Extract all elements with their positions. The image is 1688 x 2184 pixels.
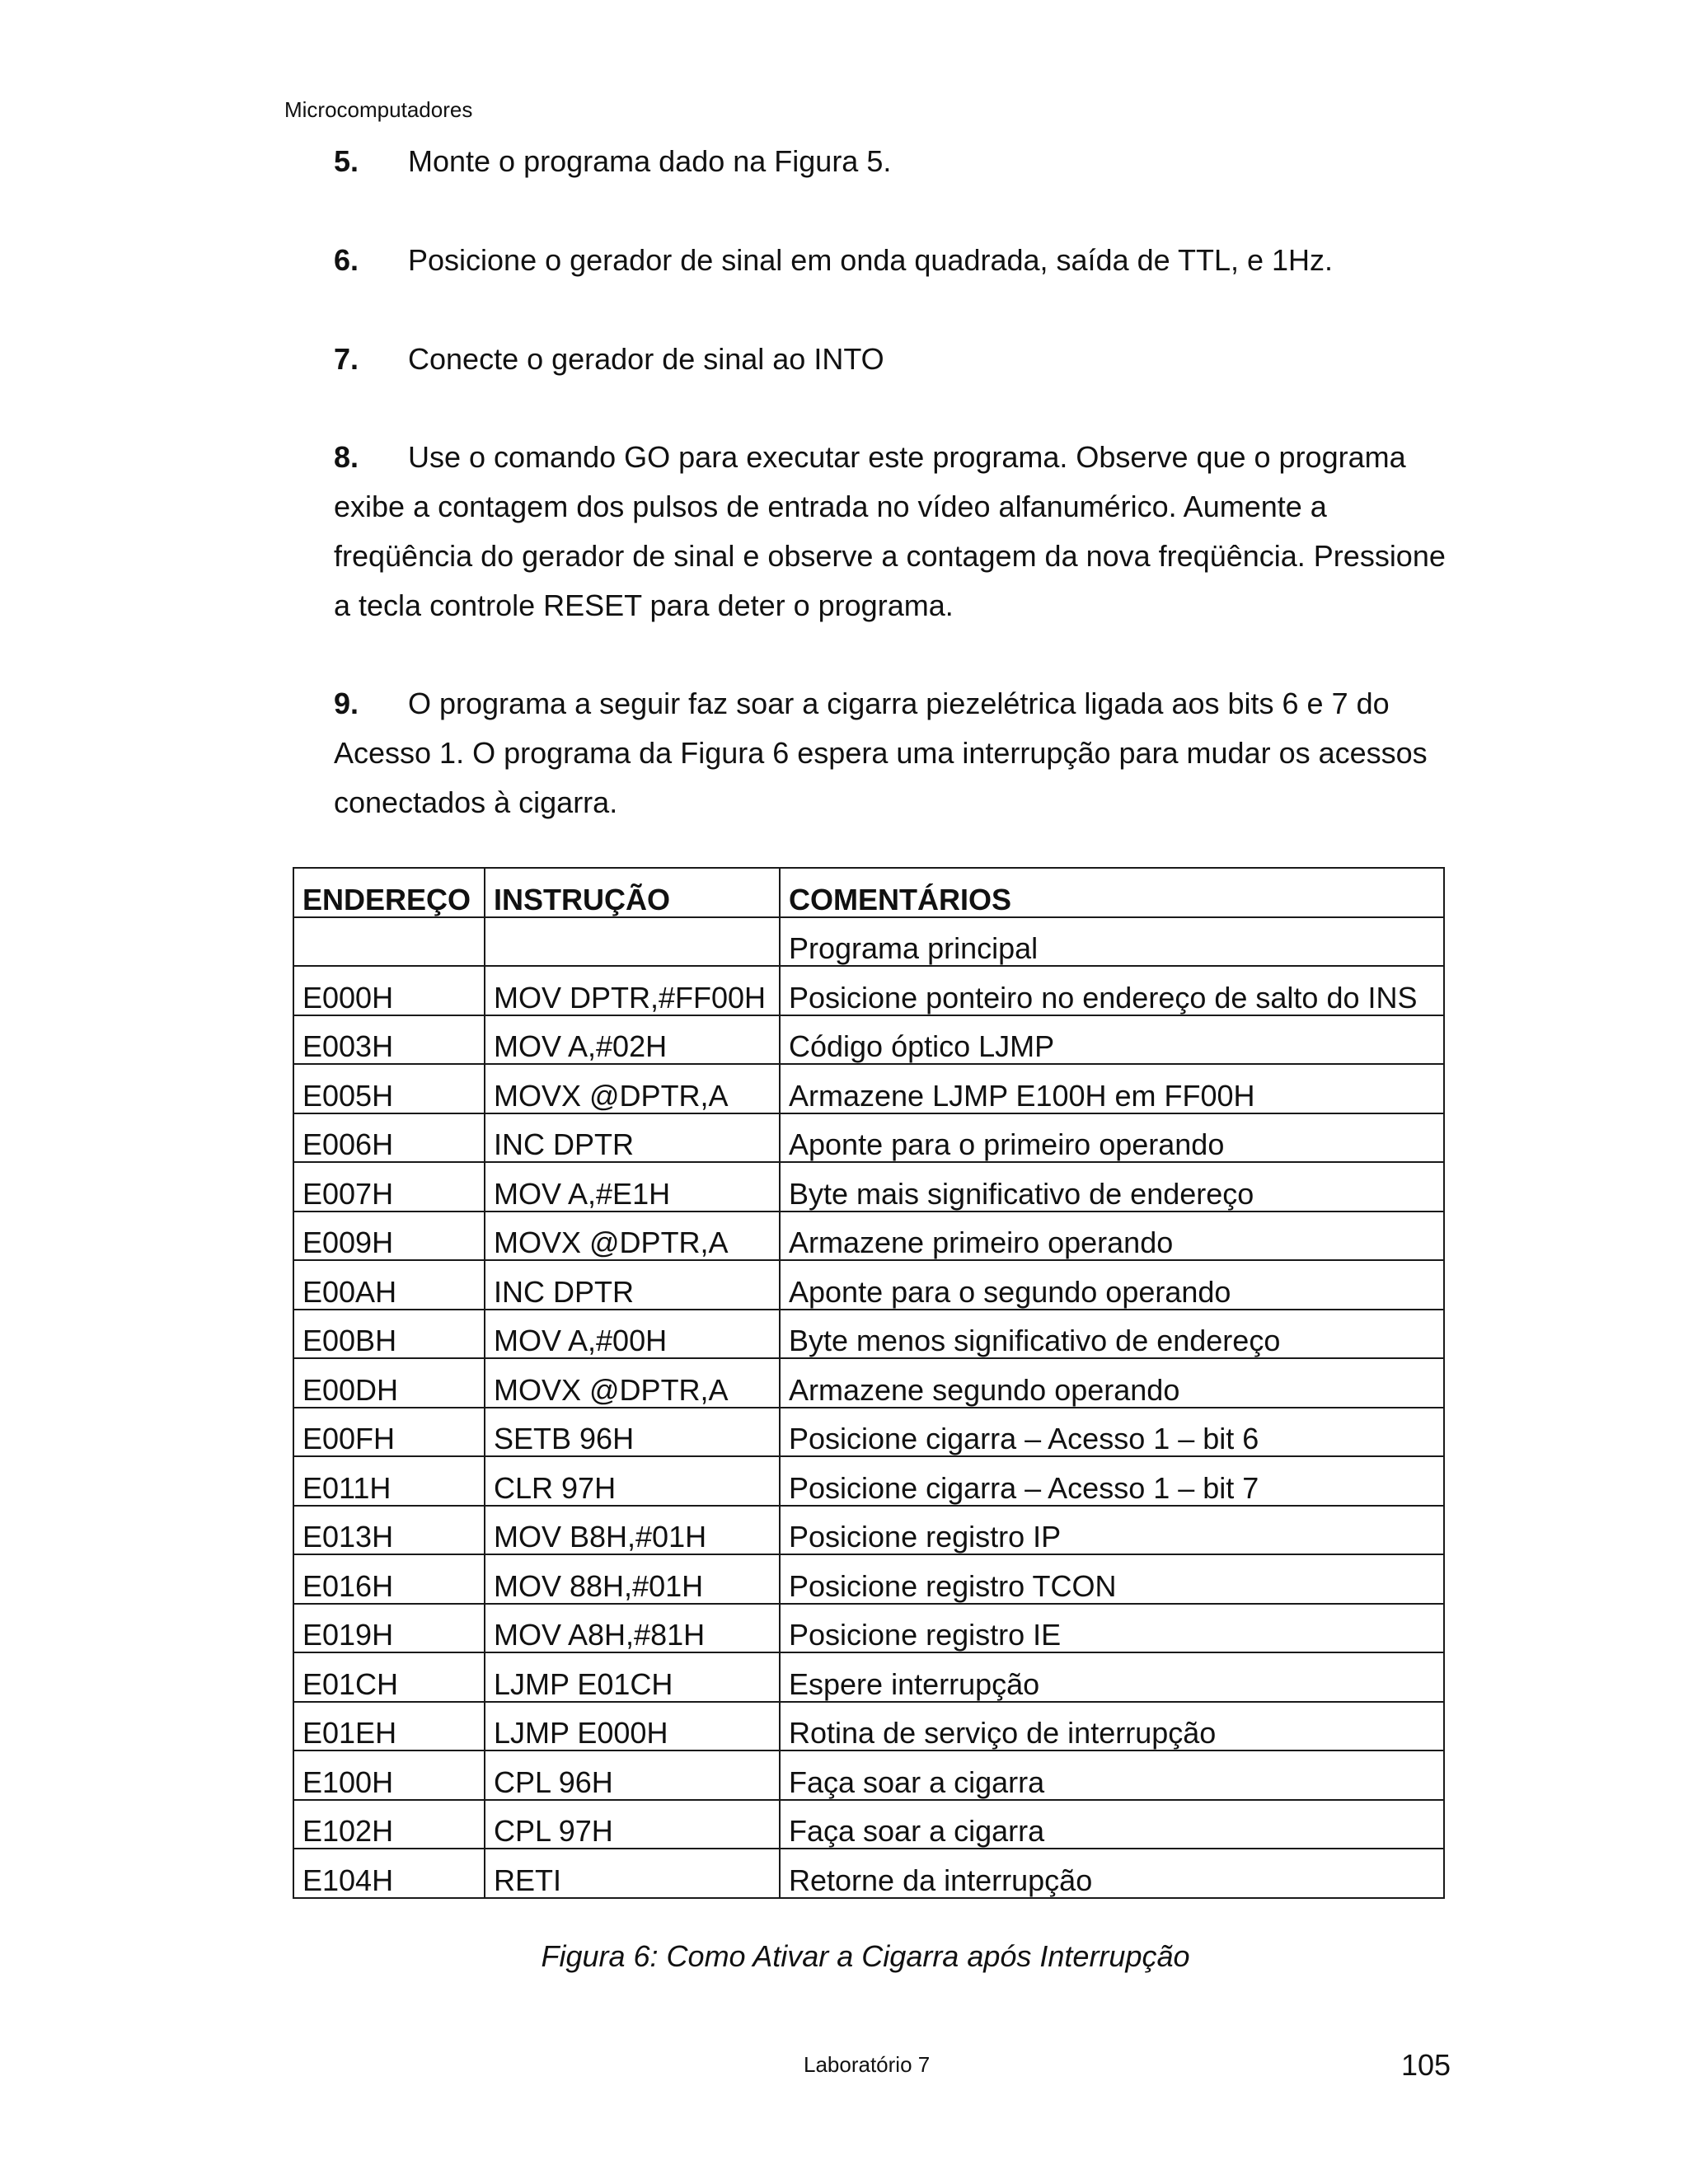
step-text: Conecte o gerador de sinal ao INTO <box>408 342 884 376</box>
instruction-cell: LJMP E000H <box>485 1702 780 1751</box>
comment-cell: Armazene segundo operando <box>780 1358 1444 1408</box>
step-number: 5. <box>334 144 359 178</box>
header-comments: COMENTÁRIOS <box>780 868 1444 917</box>
comment-cell: Aponte para o segundo operando <box>780 1260 1444 1310</box>
address-cell: E102H <box>293 1800 485 1849</box>
address-cell <box>293 917 485 967</box>
step-6 <box>334 236 1455 285</box>
comment-cell: Aponte para o primeiro operando <box>780 1113 1444 1163</box>
comment-cell: Armazene LJMP E100H em FF00H <box>780 1064 1444 1113</box>
header-address: ENDEREÇO <box>293 868 485 917</box>
instruction-cell: CLR 97H <box>485 1456 780 1506</box>
table-row <box>293 1702 1444 1751</box>
table-row <box>293 1310 1444 1359</box>
table-row <box>293 1849 1444 1898</box>
step-text: Posicione o gerador de sinal em onda quadrada, saída de TTL, e 1Hz. <box>408 243 1334 277</box>
comment-cell: Faça soar a cigarra <box>780 1750 1444 1800</box>
table-row <box>293 1652 1444 1702</box>
instruction-cell: MOV A,#00H <box>485 1310 780 1359</box>
instruction-cell: MOV A8H,#81H <box>485 1604 780 1653</box>
step-number: 9. <box>334 687 359 720</box>
step-8 <box>334 433 1455 630</box>
instruction-cell: MOVX @DPTR,A <box>485 1064 780 1113</box>
table-row <box>293 966 1444 1015</box>
program-table <box>293 867 1445 1899</box>
running-header: Microcomputadores <box>284 97 473 122</box>
address-cell: E00DH <box>293 1358 485 1408</box>
instruction-cell: MOV A,#02H <box>485 1015 780 1065</box>
table-row <box>293 1358 1444 1408</box>
page-number: 105 <box>1401 2048 1451 2082</box>
table-row <box>293 1506 1444 1555</box>
comment-cell: Posicione registro IE <box>780 1604 1444 1653</box>
table-row <box>293 1604 1444 1653</box>
comment-cell: Retorne da interrupção <box>780 1849 1444 1898</box>
address-cell: E019H <box>293 1604 485 1653</box>
figure-caption: Figura 6: Como Ativar a Cigarra após Interrupção <box>541 1939 1190 1973</box>
comment-cell: Armazene primeiro operando <box>780 1212 1444 1261</box>
instruction-cell: INC DPTR <box>485 1260 780 1310</box>
table-row <box>293 1162 1444 1212</box>
header-instruction: INSTRUÇÃO <box>485 868 780 917</box>
step-number: 8. <box>334 440 359 474</box>
comment-cell: Rotina de serviço de interrupção <box>780 1702 1444 1751</box>
table-row <box>293 1260 1444 1310</box>
comment-cell: Programa principal <box>780 917 1444 967</box>
comment-cell: Espere interrupção <box>780 1652 1444 1702</box>
table-row <box>293 1113 1444 1163</box>
comment-cell: Faça soar a cigarra <box>780 1800 1444 1849</box>
step-text: Use o comando GO para executar este programa. Observe que o programa exibe a contagem dos pulsos de entrada no vídeo alfanumérico. Aumente a freqüência do gerador de sinal e observe a contagem da nova freqüência. Pressione a tecla controle RESET para deter o programa. <box>334 440 1446 622</box>
table-row <box>293 1212 1444 1261</box>
page-footer: Laboratório 7 <box>804 2052 931 2077</box>
comment-cell: Posicione registro IP <box>780 1506 1444 1555</box>
address-cell: E009H <box>293 1212 485 1261</box>
instruction-cell: MOVX @DPTR,A <box>485 1358 780 1408</box>
instruction-cell: MOV DPTR,#FF00H <box>485 966 780 1015</box>
step-7 <box>334 335 1455 384</box>
comment-cell: Posicione cigarra – Acesso 1 – bit 7 <box>780 1456 1444 1506</box>
address-cell: E016H <box>293 1554 485 1604</box>
instruction-cell: MOVX @DPTR,A <box>485 1212 780 1261</box>
instruction-cell: MOV 88H,#01H <box>485 1554 780 1604</box>
table-row <box>293 1800 1444 1849</box>
instruction-cell: LJMP E01CH <box>485 1652 780 1702</box>
step-text: O programa a seguir faz soar a cigarra piezelétrica ligada aos bits 6 e 7 do Acesso 1. O programa da Figura 6 espera uma interrupção para mudar os acessos conectados à cigarra. <box>334 687 1428 819</box>
table-body <box>293 917 1444 1898</box>
instruction-cell: CPL 97H <box>485 1800 780 1849</box>
address-cell: E00AH <box>293 1260 485 1310</box>
comment-cell: Byte mais significativo de endereço <box>780 1162 1444 1212</box>
address-cell: E013H <box>293 1506 485 1555</box>
address-cell: E007H <box>293 1162 485 1212</box>
address-cell: E00FH <box>293 1408 485 1457</box>
instruction-cell: INC DPTR <box>485 1113 780 1163</box>
instruction-cell <box>485 917 780 967</box>
instruction-cell: RETI <box>485 1849 780 1898</box>
comment-cell: Posicione cigarra – Acesso 1 – bit 6 <box>780 1408 1444 1457</box>
address-cell: E104H <box>293 1849 485 1898</box>
step-number: 6. <box>334 243 359 277</box>
address-cell: E003H <box>293 1015 485 1065</box>
comment-cell: Posicione registro TCON <box>780 1554 1444 1604</box>
table-row <box>293 1750 1444 1800</box>
address-cell: E005H <box>293 1064 485 1113</box>
address-cell: E100H <box>293 1750 485 1800</box>
step-9 <box>334 679 1455 827</box>
table-row <box>293 1064 1444 1113</box>
instruction-cell: SETB 96H <box>485 1408 780 1457</box>
comment-cell: Posicione ponteiro no endereço de salto do INS <box>780 966 1444 1015</box>
address-cell: E00BH <box>293 1310 485 1359</box>
address-cell: E006H <box>293 1113 485 1163</box>
table-row <box>293 1456 1444 1506</box>
address-cell: E01EH <box>293 1702 485 1751</box>
table-row <box>293 1408 1444 1457</box>
step-text: Monte o programa dado na Figura 5. <box>408 144 892 178</box>
address-cell: E011H <box>293 1456 485 1506</box>
table-header-row <box>293 868 1444 917</box>
table-row <box>293 1015 1444 1065</box>
table-row <box>293 1554 1444 1604</box>
step-number: 7. <box>334 342 359 376</box>
table-row <box>293 917 1444 967</box>
instruction-cell: CPL 96H <box>485 1750 780 1800</box>
address-cell: E000H <box>293 966 485 1015</box>
comment-cell: Código óptico LJMP <box>780 1015 1444 1065</box>
address-cell: E01CH <box>293 1652 485 1702</box>
step-5 <box>334 137 1455 186</box>
instruction-cell: MOV A,#E1H <box>485 1162 780 1212</box>
comment-cell: Byte menos significativo de endereço <box>780 1310 1444 1359</box>
instruction-cell: MOV B8H,#01H <box>485 1506 780 1555</box>
